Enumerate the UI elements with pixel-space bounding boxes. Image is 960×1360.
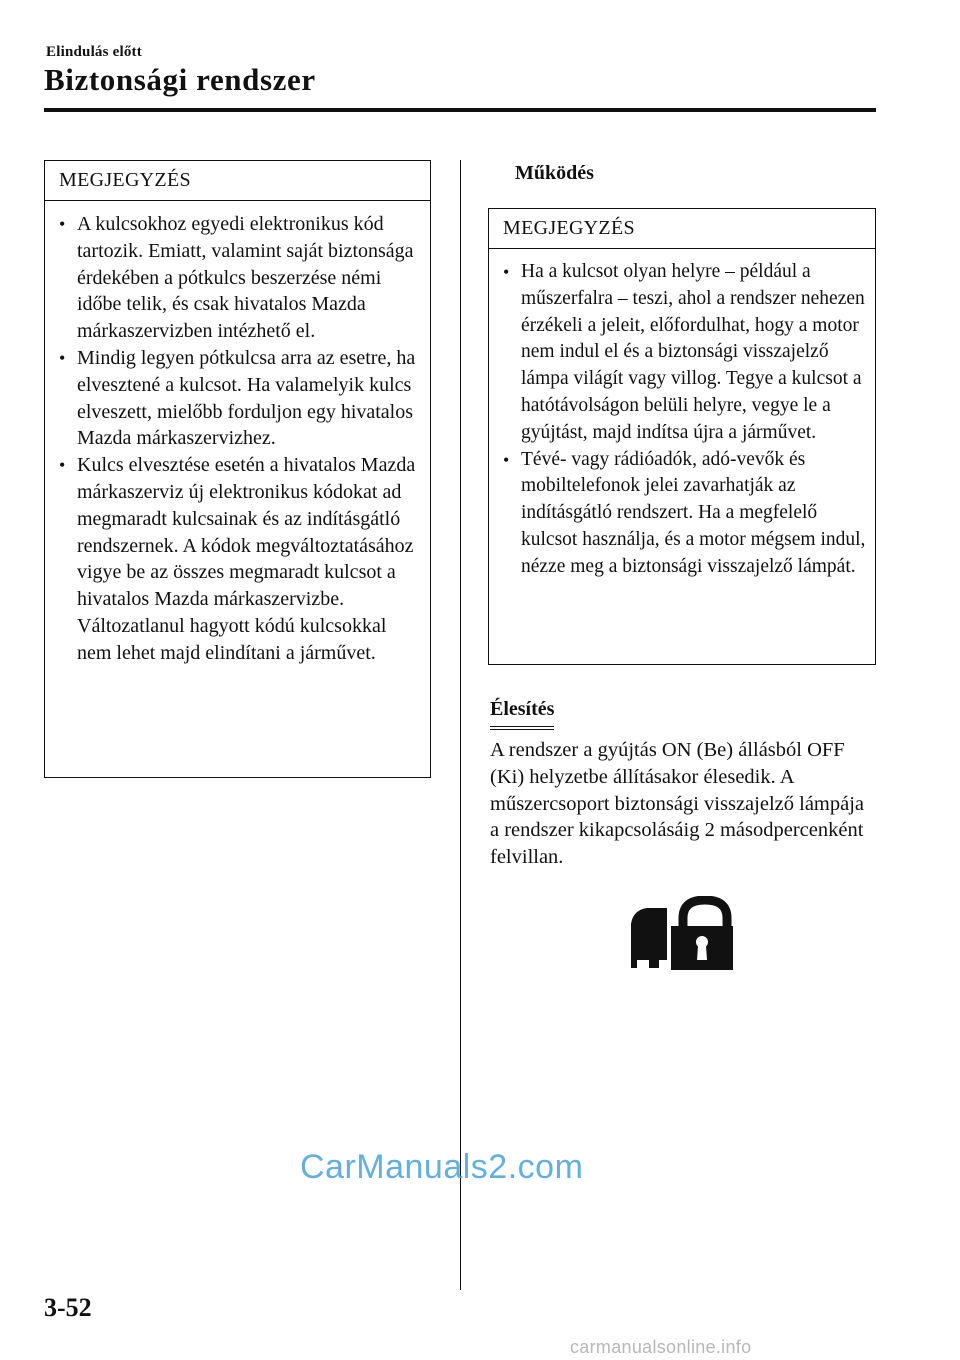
list-item (45, 211, 430, 345)
list-item (45, 452, 430, 666)
watermark-left: CarManuals2.com (300, 1148, 584, 1186)
page-number: 3-52 (44, 1293, 92, 1322)
column-divider (460, 160, 461, 1290)
note-text: Mindig legyen pótkulcsa arra az esetre, ha elvesztené a kulcsot. Ha valamelyik kulcs elveszett, mielőbb forduljon egy hivatalos Mazda márkaszervizhez. (77, 346, 416, 450)
left-note-list (45, 201, 430, 667)
watermark-right: carmanualsonline.info (570, 1337, 752, 1357)
note-text: Kulcs elvesztése esetén a hivatalos Mazda márkaszerviz új elektronikus kódokat ad megmaradt kulcsainak és az indításgátló rendszernek. A kódok megváltoztatásához vigye be az összes megmaradt kulcsot a hivatalos Mazda márkaszervizbe. Változatlanul hagyott kódú kulcsokkal nem lehet majd elindítani a járművet. (77, 454, 416, 664)
bullet-icon: • (59, 214, 66, 234)
bullet-icon: • (59, 455, 66, 476)
bullet-icon: • (59, 347, 66, 368)
bullet-icon: • (503, 262, 510, 282)
list-item (489, 259, 875, 447)
left-note-heading: MEGJEGYZÉS (45, 161, 430, 201)
bullet-icon: • (503, 449, 510, 470)
note-text: A kulcsokhoz egyedi elektronikus kód tartozik. Emiatt, valamint saját biztonsága érdekében a pótkulcs beszerzése némi időbe telik, és csak hivatalos Mazda márkaszervizben intézhető el. (77, 213, 414, 343)
operation-heading: Működés (515, 162, 594, 184)
arming-heading: Élesítés (490, 698, 554, 723)
header-rule (44, 108, 876, 112)
list-item (45, 345, 430, 452)
list-item (489, 447, 875, 581)
right-note-heading: MEGJEGYZÉS (489, 209, 875, 249)
note-text: Ha a kulcsot olyan helyre – például a műszerfalra – teszi, ahol a rendszer nehezen érzékeli a jeleit, előfordulhat, hogy a motor nem indul el és a biztonsági visszajelző lámpa világít vagy villog. Tegye a kulcsot a hatótávolságon belüli helyre, vegye le a gyújtást, majd indítsa újra a járművet. (521, 261, 865, 443)
note-text: Tévé- vagy rádióadók, adó-vevők és mobiltelefonok jelei zavarhatják az indításgátló rendszert. Ha a megfelelő kulcsot használja, és a motor mégsem indul, nézze meg a biztonsági visszajelző lámpát. (521, 448, 866, 577)
right-note-box (488, 208, 876, 665)
section-label: Elindulás előtt (46, 44, 142, 60)
left-note-box (44, 160, 431, 778)
arming-body: A rendszer a gyújtás ON (Be) állásból OFF (Ki) helyzetbe állításakor élesedik. A műszercsoport biztonsági visszajelző lámpája a rendszer kikapcsolásáig 2 másodpercenként felvillan. (490, 739, 865, 869)
security-indicator-icon (627, 896, 735, 977)
page-title: Biztonsági rendszer (44, 62, 316, 97)
right-note-list (489, 249, 875, 581)
